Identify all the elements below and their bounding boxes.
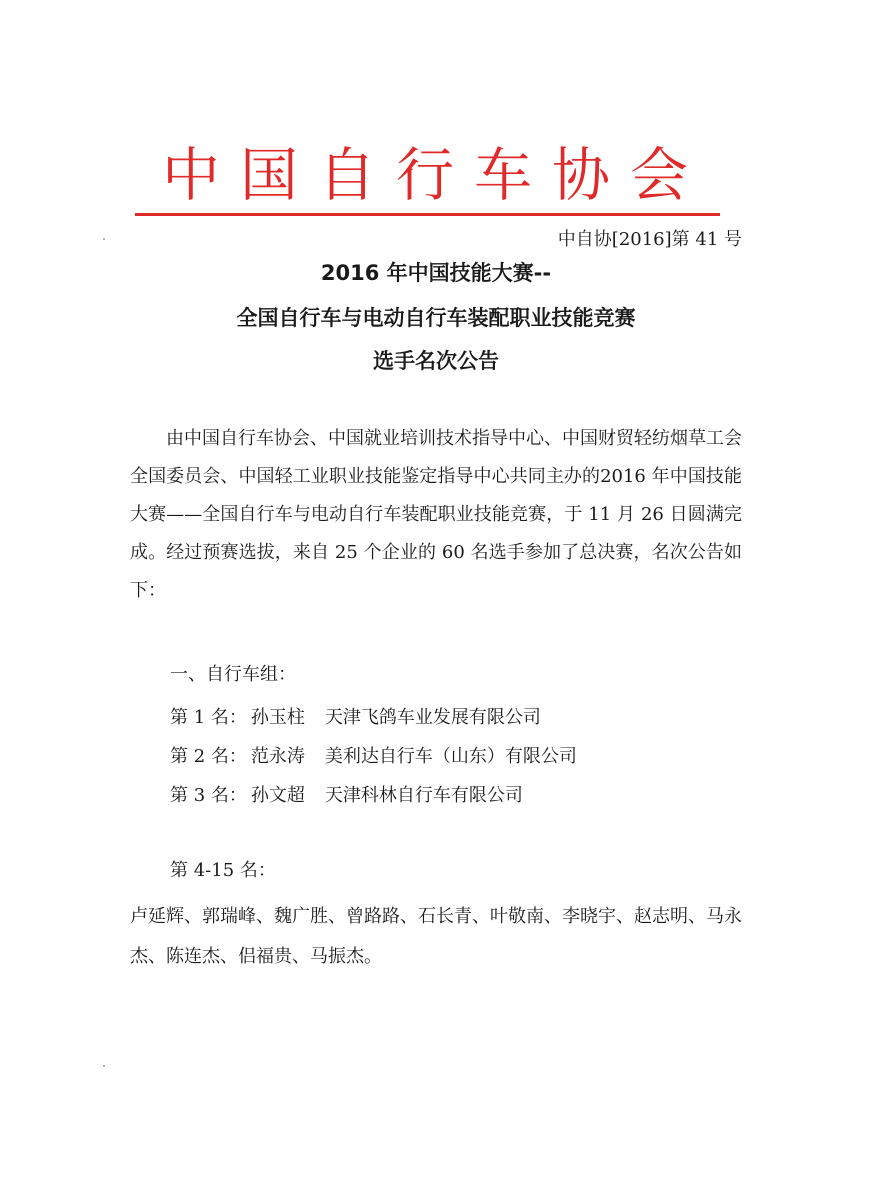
contestant-name: 孙玉柱 <box>250 707 305 728</box>
letterhead-title: 中国自行车协会 <box>161 141 708 209</box>
section-heading-bicycle: 一、自行车组： <box>170 664 296 685</box>
intro-paragraph: 由中国自行车协会、中国就业培训技术指导中心、中国财贸轻纺烟草工会全国委员会、中国轻工业职业技能鉴定指导中心共同主办的2016 年中国技能大赛——全国自行车与电动自行车装配职业技能竞赛，于 11 月 26 日圆满完成。经过预赛选拔，来自 25 个企业的 60 名选手参加了总决赛，名次公告如下： <box>130 428 742 601</box>
rank-row <box>170 781 523 811</box>
rank-range-names: 卢延辉、郭瑞峰、魏广胜、曾路路、石长青、叶敬南、李晓宇、赵志明、马永杰、陈连杰、侣福贵、马振杰。 <box>130 906 742 967</box>
rank-row <box>170 742 577 772</box>
title-line-3: 选手名次公告 <box>373 349 499 373</box>
scan-speck <box>103 238 105 240</box>
document-number: 中自协[2016]第 41 号 <box>557 229 742 250</box>
rank-label: 第 3 名： <box>170 785 247 806</box>
contestant-name: 孙文超 <box>250 785 305 806</box>
company-name: 美利达自行车（山东）有限公司 <box>324 746 577 767</box>
company-name: 天津科林自行车有限公司 <box>324 785 523 806</box>
contestant-name: 范永涛 <box>250 746 305 767</box>
scan-speck <box>103 1065 105 1067</box>
rank-label: 第 2 名： <box>170 746 247 767</box>
title-line-1: 2016 年中国技能大赛-- <box>320 261 552 285</box>
letterhead-red-rule <box>135 213 720 216</box>
rank-row <box>170 703 541 733</box>
rank-label: 第 1 名： <box>170 707 247 728</box>
rank-range-heading: 第 4-15 名： <box>170 860 276 881</box>
company-name: 天津飞鸽车业发展有限公司 <box>324 707 541 728</box>
title-line-2: 全国自行车与电动自行车装配职业技能竞赛 <box>236 306 636 330</box>
